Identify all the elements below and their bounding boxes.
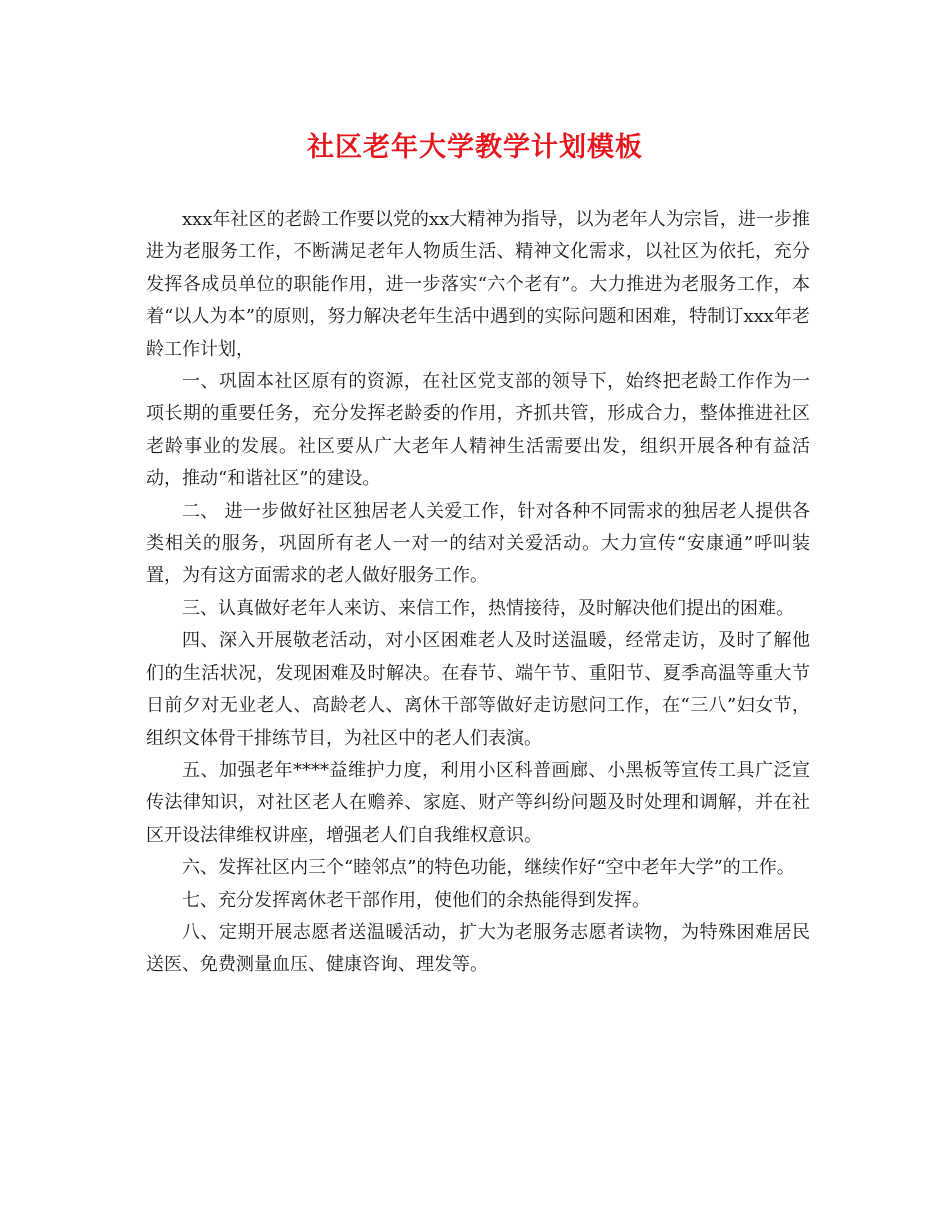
- document-body: [146, 204, 810, 982]
- paragraph-item-6: 六、发挥社区内三个“睦邻点”的特色功能，继续作好“空中老年大学”的工作。: [182, 857, 795, 879]
- paragraph-item-1: 一、巩固本社区原有的资源，在社区党支部的领导下，始终把老龄工作作为一项长期的重要任务，充分发挥老龄委的作用，齐抓共管，形成合力，整体推进社区老龄事业的发展。社区要从广大老年人精神生活需要出发，组织开展各种有益活动，推动“和谐社区”的建设。: [146, 371, 810, 490]
- paragraph-item-3: 三、认真做好老年人来访、来信工作，热情接待，及时解决他们提出的困难。: [182, 597, 794, 619]
- paragraph-item-2: 二、 进一步做好社区独居老人关爱工作，针对各种不同需求的独居老人提供各类相关的服务，巩固所有老人一对一的结对关爱活动。大力宣传“安康通”呼叫装置，为有这方面需求的老人做好服务工作。: [146, 500, 810, 587]
- document-title: 社区老年大学教学计划模板: [307, 132, 643, 163]
- paragraph-item-5: 五、加强老年****益维护力度，利用小区科普画廊、小黑板等宣传工具广泛宣传法律知识，对社区老人在赡养、家庭、财产等纠纷问题及时处理和调解，并在社区开设法律维权讲座，增强老人们自我维权意识。: [146, 759, 810, 846]
- paragraph-intro: xxx年社区的老龄工作要以党的xx大精神为指导，以为老年人为宗旨，进一步推进为老服务工作，不断满足老年人物质生活、精神文化需求，以社区为依托，充分发挥各成员单位的职能作用，进一步落实“六个老有”。大力推进为老服务工作，本着“以人为本”的原则，努力解决老年生活中遇到的实际问题和困难，特制订xxx年老龄工作计划，: [146, 209, 810, 360]
- paragraph-item-8: 八、定期开展志愿者送温暖活动，扩大为老服务志愿者读物，为特殊困难居民送医、免费测量血压、健康咨询、理发等。: [146, 921, 810, 976]
- paragraph-item-4: 四、深入开展敬老活动，对小区困难老人及时送温暖，经常走访，及时了解他们的生活状况，发现困难及时解决。在春节、端午节、重阳节、夏季高温等重大节日前夕对无业老人、高龄老人、离休干部等做好走访慰问工作，在“三八”妇女节，组织文体骨干排练节目，为社区中的老人们表演。: [146, 630, 810, 749]
- paragraph-item-7: 七、充分发挥离休老干部作用，使他们的余热能得到发挥。: [182, 889, 650, 911]
